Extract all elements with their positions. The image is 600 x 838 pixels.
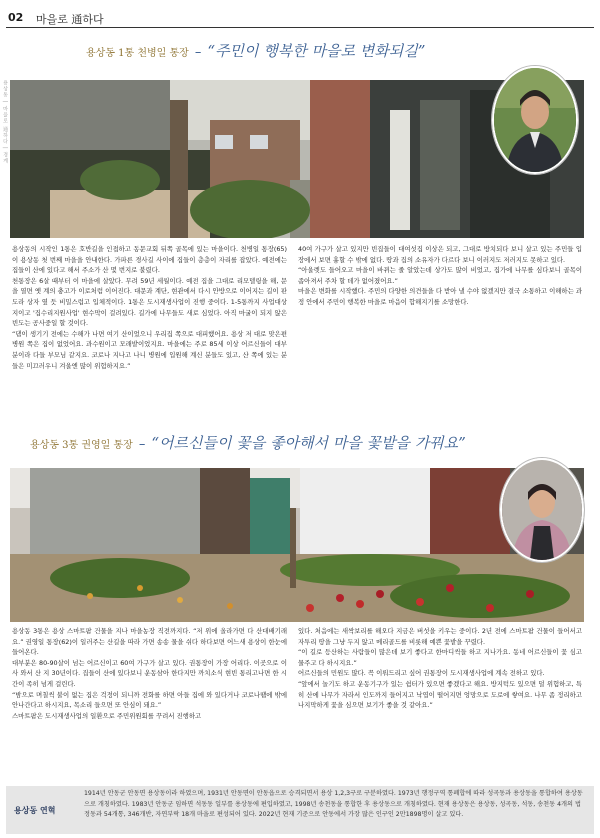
paragraph: 용상동 3통은 용상 스마트팜 건물을 지나 마을농장 직전까지다. “저 위에 올라가면 다 산대배기래요.” 권영일 통장(62)이 일러주는 산길을 따라 가면 송송 물을 쉬다 하다보면 어느새 용상이 한눈에 들어온다. bbox=[12, 627, 287, 657]
paragraph: “밤으로 며칠씩 불이 없는 집은 걱정이 되니까 전화를 하면 아들 집에 와 있다거나 코로나땜에 밖에 안나간다고 하시지요, 목소리 들으면 또 안심이 돼요.” bbox=[12, 690, 287, 710]
side-note: 용상동 | 마을로 通하다 | 경계 bbox=[2, 80, 8, 165]
section2-photo bbox=[10, 468, 584, 622]
header-rule bbox=[6, 27, 594, 28]
section2-title bbox=[30, 432, 466, 453]
section2-column-left bbox=[12, 626, 287, 721]
paragraph: “댐이 생기기 전에는 수해가 나면 여기 산이었으니 우리집 쪽으로 대피했어요. 용상 저 대로 맞은편 병원 쪽은 집이 없었어요. 과수원이고 모래밭이었지요. 마을에는 주로 85세 이상 어르신들이 대부분이라 다들 부모님 같지요. 코로나 지나고 나니 병원에 입원해 계신 분들도 있고, 산 쪽에 있는 분들은 미끄러우니 겨울엔 많이 위험하지요.” bbox=[12, 329, 287, 370]
section1-title bbox=[86, 40, 425, 61]
title-dash: – bbox=[194, 45, 202, 60]
section2-column-right bbox=[298, 626, 582, 711]
paragraph: 40여 가구가 살고 있지만 빈집들이 대여섯집 이상은 되고, 그대로 방치되다 보니 살고 있는 주민들 입장에서 보면 흉할 수 밖에 없다. 땅과 집의 소유자가 다르다 보니 이러지도 저러지도 못하고 있다. bbox=[298, 245, 582, 264]
section2-quote: “어르신들이 꽃을 좋아해서 마을 꽃밭을 가꿔요” bbox=[151, 434, 466, 452]
paragraph: 마을은 변화를 시작했다. 주민의 다양한 의견들을 다 받아 낼 수야 없겠지만 결국 소통하고 이해하는 과정 안에서 주민이 행복한 마을로 마음이 합해지기를 소망한다. bbox=[298, 287, 582, 306]
paragraph: “앞에서 놀기도 하고 운동기구가 있는 쉼터가 있으면 좋겠다고 해요. 방지턱도 있으면 덜 위험하고, 특히 산에 나무가 자라서 인도까지 들어지고 낙엽이 떨어지면 엉망으로 도로에 쌓여요. 나무 좀 정리하고 나지막하게 꽃을 심으면 보기가 좋을 것 같아요.” bbox=[298, 679, 582, 710]
history-text: 1914년 안동군 안동면 용상동이라 하였으며, 1931년 안동면이 안동읍으로 승격되면서 용상 1,2,3구로 구분하였다. 1973년 행정구역 통폐합에 따라 성곡동과 용상동을 통합하여 용상동으로 개칭하였다. 1983년 안동군 임하면 석동동 일부를 용상동에 편입하였고, 1998년 송천동을 통합한 후 용상동으로 개칭하였다. 현재 용상동은 용상동, 성곡동, 석동, 송천동 4개의 법정동과 54개통, 346개반, 자연부락 18개 마을로 편성되어 있다. 2022년 현재 기준으로 안동에서 가장 많은 인구인 2만1898명이 살고 있다. bbox=[84, 790, 583, 819]
history-label: 용상동 연혁 bbox=[14, 806, 56, 815]
section1-portrait bbox=[492, 66, 578, 174]
paragraph: 어르신들의 민원도 많다. 꼭 이뤄드리고 싶어 권통장이 도시재생사업에 계속 전하고 있다. bbox=[298, 669, 545, 678]
section1-column-right bbox=[298, 244, 582, 308]
paragraph: 천통장은 6살 때부터 이 마을에 살았다. 무려 59년 세월이다. 예전 집을 그대로 리모델링을 해, 문을 열면 옛 계의 충고가 이로처럼 이어진다. 대문과 계단, 현관에서 다시 안방으로 이어지는 길이 판도라 상자 옆 듯 비밀스럽고 입체적이다. 1통은 도시재생사업이 진행 중이다. 1-5통까지 사업대상지이고 '집수리지원사업' 현수막이 걸려있다. 길가에 나무들도 새로 심었다. 아직 마굴이 되지 않은 빈도는 공사중일 할 것이다. bbox=[12, 276, 287, 328]
section2-tag: 용상동 3통 권영일 통장 bbox=[30, 440, 133, 451]
section1-quote: “주민이 행복한 마을로 변화되길” bbox=[207, 42, 426, 60]
section1-column-left bbox=[12, 244, 287, 371]
section1-tag: 용상동 1통 천병일 통장 bbox=[86, 48, 189, 59]
paragraph: “이 길로 등산하는 사람들이 많은데 보기 좋다고 한마디씩들 하고 지나가요. 동네 어르신들이 꽃 심고 물주고 다 하시지요.” bbox=[298, 648, 582, 667]
paragraph: 용상동의 시작인 1통은 호반길을 인접하고 동문교회 뒤쪽 골목에 있는 마을이다. 천병일 통장(65)이 용상동 첫 번째 마을을 안내한다. 가파른 경사길 사이에 집들이 층층이 자리를 잡았다. 예전에는 집들이 산에 있다고 해서 주소가 산 몇 번지로 불렸다. bbox=[12, 245, 287, 275]
section-title: 마을로 通하다 bbox=[36, 13, 104, 26]
page-number: 02 bbox=[8, 11, 24, 24]
paragraph: 있다. 처음에는 새싹보리를 해오다 지금은 버섯을 키우는 중이다. 2년 전에 스마트팜 건물이 들어서고 자투리 땅을 그냥 두지 않고 메리골드를 비롯해 예쁜 꽃밭을 꾸렸다. bbox=[298, 627, 582, 646]
paragraph: 스마트팜은 도시재생사업의 일환으로 주민위원회를 꾸려서 진행하고 bbox=[12, 711, 202, 720]
paragraph: 대부분은 80-90살이 넘는 어르신이고 60여 가구가 살고 있다. 권통장이 가장 어리다. 이곳으로 이사 와서 산 지 30년이다. 집들이 산에 있다보니 운동삼아 한다지만 까치소식 현빈 통리고나면 한 시간이 족히 넘게 걸린다. bbox=[12, 658, 287, 688]
title-dash: – bbox=[138, 437, 146, 452]
paragraph: “아울렛도 들어오고 마을이 바뀌는 줄 알았는데 상가도 많이 비었고, 집가에 나무를 심다보니 골목이 좁아져서 주차 할 데가 없어졌어요.” bbox=[298, 266, 582, 285]
section2-portrait bbox=[500, 458, 584, 562]
